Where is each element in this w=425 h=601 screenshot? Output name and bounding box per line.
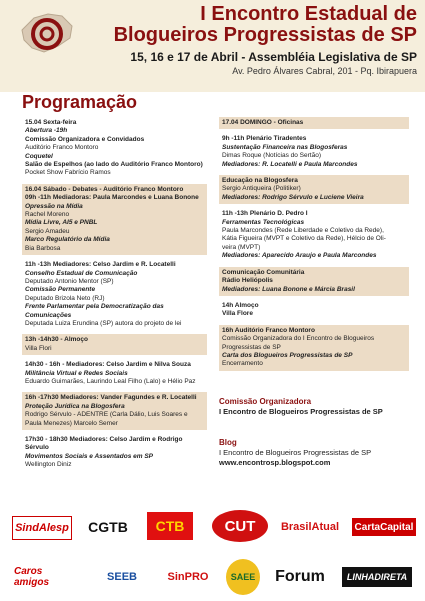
closing: Encerramento	[222, 360, 263, 368]
committee-text: I Encontro de Blogueiros Progressistas de SP	[219, 407, 383, 416]
logo-ctb: CTB	[147, 512, 193, 540]
session-title: Militância Virtual e Redes Sociais	[25, 369, 128, 377]
venue: Villa Flore	[222, 310, 253, 318]
session-title: Movimentos Sociais e Assentados em SP	[25, 452, 153, 460]
speaker: Sergio Amadeu	[25, 227, 70, 235]
speakers: Comissão Organizadora e Convidados	[25, 135, 145, 143]
logo-sinpro: SinPRO	[167, 571, 209, 583]
block-lunch	[22, 334, 207, 355]
session-title-cont: Comunicações	[25, 311, 72, 319]
logo-cut: CUT	[212, 510, 268, 542]
organizing-committee	[219, 397, 409, 417]
blog-line: I Encontro de Blogueiros Progressistas de SP	[219, 448, 372, 457]
logo-cgtb: CGTB	[88, 519, 128, 535]
sponsor-logos-row-2	[0, 555, 425, 599]
session-title: Frente Parlamentar pela Democratização das	[25, 303, 164, 311]
time-label: 11h -13h Plenário D. Pedro I	[222, 210, 308, 218]
time-mediators: 09h -11h Mediadoras: Paula Marcondes e Luana Bonone	[25, 194, 199, 202]
session-title: Educação na Blogosfera	[222, 177, 298, 185]
block-sunday	[219, 117, 409, 129]
time-label: 16h Auditório Franco Montoro	[222, 326, 315, 334]
block-17h30	[22, 434, 207, 472]
title-line-2: Blogueiros Progressistas de SP	[113, 24, 417, 46]
session-title: Conselho Estadual de Comunicação	[25, 269, 138, 277]
time-mediators: 11h -13h Mediadores: Celso Jardim e R. Locatelli	[25, 261, 176, 269]
session-title: Comissão Permanente	[25, 286, 96, 294]
right-column	[219, 117, 409, 371]
time-mediators: 16h -17h30 Mediadores: Vander Fagundes e R. Locatelli	[25, 394, 197, 402]
venue: Villa Flori	[25, 344, 52, 352]
block-encerramento	[219, 325, 409, 371]
time-mediators: 14h30 - 16h - Mediadores: Celso Jardim e Nilva Souza	[25, 361, 191, 369]
sao-paulo-map-at-logo	[18, 8, 76, 60]
block-14h30	[22, 359, 207, 388]
mediators: Mediadores: Aparecido Araujo e Paula Marcondes	[222, 252, 377, 260]
block-lunch-sunday	[219, 300, 409, 321]
speaker: Deputado Antonio Mentor (SP)	[25, 277, 114, 285]
block-11h	[22, 259, 207, 330]
venue: Auditório Franco Montoro	[25, 144, 99, 152]
blog-info	[219, 438, 409, 468]
event-dates: 15, 16 e 17 de Abril - Assembléia Legislativa de SP	[130, 50, 417, 64]
mediators: Mediadores: Luana Bonone e Márcia Brasil	[222, 285, 355, 293]
speaker: Sergio Antiqueira (Politiker)	[222, 185, 301, 193]
block-11h-sunday	[219, 208, 409, 262]
session-title: Marco Regulatório da Mídia	[25, 236, 110, 244]
session-title: Opressão na Mídia	[25, 202, 83, 210]
mediators: Mediadores: Rodrigo Sérvulo e Luciene Vieira	[222, 193, 364, 201]
event-title	[114, 4, 417, 46]
session-title: Carta dos Blogueiros Progressistas de SP	[222, 351, 353, 359]
speakers: Paula Marcondes (Rede Liberdade e Coletivo da Rede),	[222, 227, 384, 235]
logo-caros-amigos: Caros amigos	[14, 566, 50, 588]
event-address: Av. Pedro Álvares Cabral, 201 - Pq. Ibirapuera	[232, 66, 417, 76]
speaker: Bia Barbosa	[25, 244, 61, 252]
header	[0, 0, 425, 92]
day-label: 16.04 Sábado - Debates - Auditório Franco Montoro	[25, 185, 184, 193]
left-column	[22, 117, 207, 472]
speaker: Rádio Heliópolis	[222, 277, 273, 285]
day-label: 17.04 DOMINGO - Oficinas	[222, 119, 304, 126]
speaker: Rachel Moreno	[25, 211, 70, 219]
logo-saee: SAEE	[226, 559, 260, 595]
speakers-cont: Paula Menezes) Marcelo Semer	[25, 419, 118, 427]
blog-title: Blog	[219, 438, 237, 447]
session-title: Abertura -19h	[25, 127, 68, 135]
session-title: Ferramentas Tecnológicas	[222, 218, 305, 226]
time-mediators: 17h30 - 18h30 Mediadores: Celso Jardim e Rodrigo Sérvulo	[25, 436, 183, 452]
venue: Salão de Espelhos (ao lado do Auditório Franco Montoro)	[25, 161, 203, 169]
logo-forum: Forum	[275, 568, 325, 585]
block-comunitaria	[219, 267, 409, 296]
program-title: Programação	[22, 92, 138, 112]
logo-carta-capital: CartaCapital	[352, 518, 416, 536]
logo-sindalesp: SindAlesp	[12, 516, 72, 540]
speaker: Wellington Diniz	[25, 461, 72, 469]
committee-title: Comissão Organizadora	[219, 397, 312, 406]
speakers-cont: Kátia Figueira (MVPT e Coletivo da Rede), Hélcio de Oli-	[222, 235, 386, 243]
time-label: 13h -14h30 - Almoço	[25, 336, 88, 344]
time-label: 14h Almoço	[222, 301, 259, 309]
blog-url[interactable]: www.encontrosp.blogspot.com	[219, 458, 331, 467]
speakers: Rodrigo Sérvulo - ADENTRE (Carla Dálio, Luis Soares e	[25, 411, 188, 419]
logo-brasil-atual: BrasilAtual	[280, 521, 340, 533]
session-title: Sustentação Financeira nas Blogosferas	[222, 143, 348, 151]
speakers: Eduardo Guimarães, Laurindo Leal Filho (Lalo) e Hélio Paz	[25, 377, 196, 385]
block-friday	[22, 117, 207, 180]
block-16h	[22, 392, 207, 430]
speakers: Comissão Organizadora do I Encontro de Blogueiros	[222, 335, 375, 343]
logo-seeb: SEEB	[107, 571, 137, 583]
speaker: Dimas Roque (Notícias do Sertão)	[222, 152, 321, 160]
time-label: 9h -11h Plenário Tiradentes	[222, 135, 307, 143]
block-9h	[219, 133, 409, 171]
speakers-cont: Progressistas de SP	[222, 343, 281, 351]
block-saturday-morning	[22, 184, 207, 255]
speaker: Deputada Luiza Erundina (SP) autora do projeto de lei	[25, 319, 182, 327]
session-title: Coquetel	[25, 152, 53, 160]
mediators: Mediadores: R. Locatelli e Paula Marcondes	[222, 160, 358, 168]
session-title: Comunicação Comunitária	[222, 268, 305, 276]
logo-linha-direta: LINHADIRETA	[342, 567, 412, 587]
session-title: Mídia Livre, AI5 e PNBL	[25, 219, 98, 227]
day-label: 15.04 Sexta-feira	[25, 119, 77, 126]
sponsor-logos-row-1	[0, 508, 425, 548]
show: Pocket Show Fabrício Ramos	[25, 169, 111, 177]
block-educacao	[219, 175, 409, 204]
session-title: Proteção Jurídica na Blogosfera	[25, 402, 125, 410]
title-line-1: I Encontro Estadual de	[200, 3, 417, 25]
speaker: Deputado Brizola Neto (RJ)	[25, 294, 105, 302]
speakers-cont: veira (MVPT)	[222, 243, 261, 251]
